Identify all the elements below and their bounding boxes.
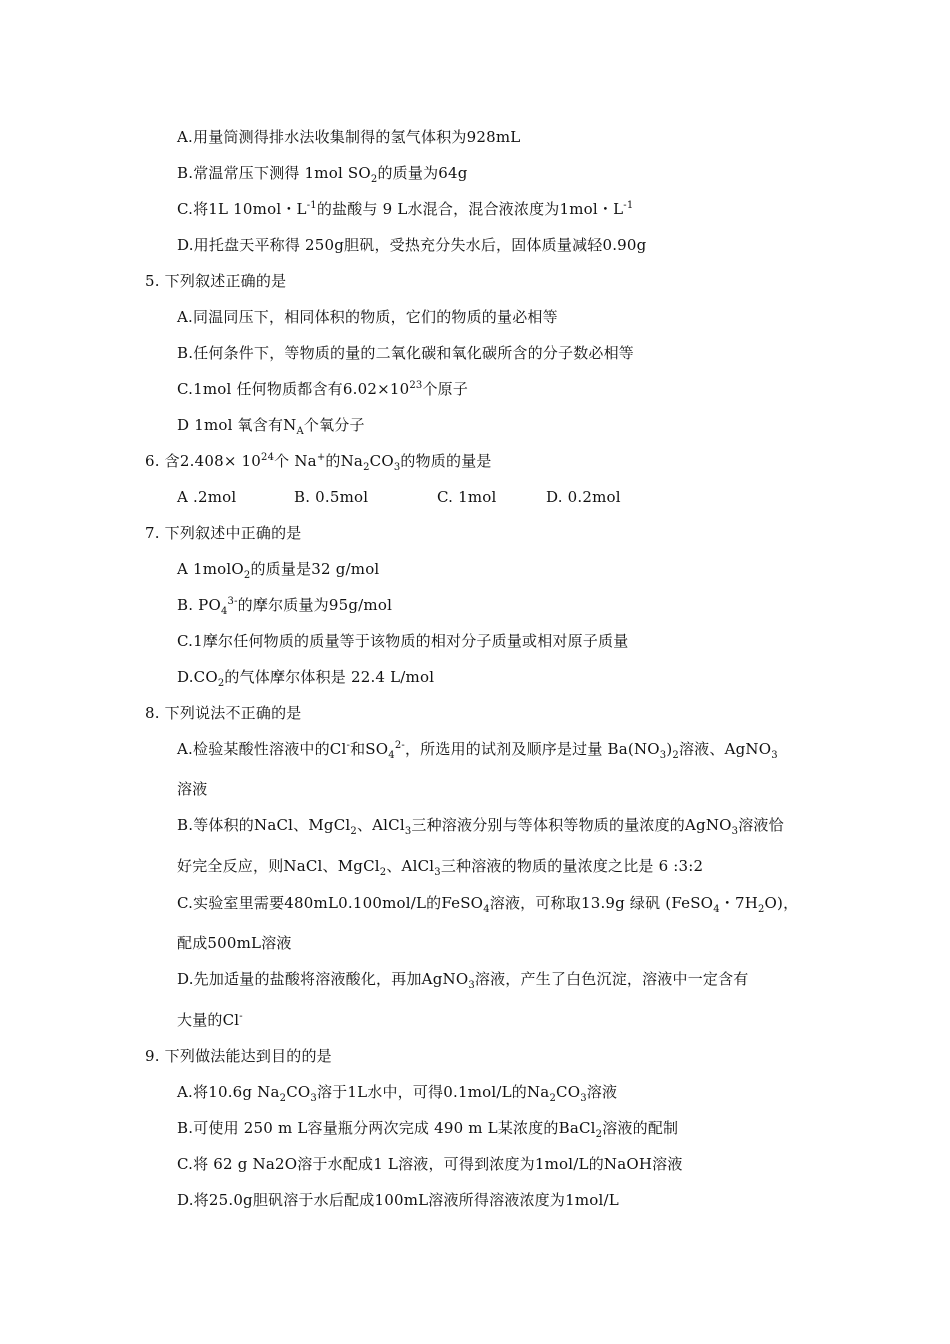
q8-option-a-line1: A.检验某酸性溶液中的Cl-和$SO_4^{2-}$，所选用的试剂及顺序是过量 $Ba(NO_3)_2$溶液、AgNO$_3$: [177, 740, 778, 761]
q7-option-c: C.1摩尔任何物质的质量等于该物质的相对分子质量或相对原子质量: [177, 632, 629, 650]
q6-option-b: B. 0.5mol: [294, 488, 369, 506]
q9-option-b: B.可使用 250 m L容量瓶分两次完成 490 m L某浓度的BaCl$_2$溶液的配制: [177, 1119, 679, 1140]
q4-option-c: C.将1L 10mol・$L^{-1}$的盐酸与 9 L水混合，混合液浓度为1mol・$L^{-1}$: [177, 200, 634, 218]
q6-option-a: A .2mol: [177, 488, 237, 506]
q7-option-d: $D.CO_2$的气体摩尔体积是 22.4 L/mol: [177, 668, 435, 689]
q6-option-d: D. 0.2mol: [546, 488, 621, 506]
q9-option-a: A.将10.6g $Na_2CO_3$溶于1L水中，可得0.1mol/L的$Na_2CO_3$溶液: [177, 1083, 618, 1104]
q8-option-d-line2: 大量的Cl-: [177, 1011, 243, 1029]
q9-option-d: D.将25.0g胆矾溶于水后配成100mL溶液所得溶液浓度为1mol/L: [177, 1191, 619, 1209]
q7-option-a: A 1molO$_2$的质量是32 g/mol: [177, 560, 380, 581]
q7-option-b: B. $PO_4^{3-}$的摩尔质量为95g/mol: [177, 596, 393, 617]
q8-option-c-line1: C.实验室里需要480mL0.100mol/L的FeSO$_4$溶液，可称取13.9g 绿矾 (FeSO$_4$・$7H_2O$)，: [177, 894, 799, 915]
q8-option-c-line2: 配成500mL溶液: [177, 934, 292, 952]
q9-option-c: C.将 62 g Na2O溶于水配成1 L溶液，可得到浓度为1mol/L的NaOH溶液: [177, 1155, 683, 1173]
q7-stem: 7. 下列叙述中正确的是: [145, 524, 302, 542]
q6-option-c: C. 1mol: [437, 488, 497, 506]
q5-option-a: A.同温同压下，相同体积的物质，它们的物质的量必相等: [177, 308, 558, 326]
q8-stem: 8. 下列说法不正确的是: [145, 704, 302, 722]
q5-stem: 5. 下列叙述正确的是: [145, 272, 287, 290]
q5-option-d: D 1mol 氧含有$N_A$个氧分子: [177, 416, 365, 437]
q4-option-b: B.常温常压下测得 1mol $SO_2$的质量为64g: [177, 164, 468, 185]
q8-option-b-line2: 好完全反应，则NaCl、MgCl$_2$、AlCl$_3$三种溶液的物质的量浓度之比是 6 :3:2: [177, 857, 704, 878]
q9-stem: 9. 下列做法能达到目的的是: [145, 1047, 332, 1065]
q6-stem: 6. 含$2.408\times 10^{24}$个 Na+的$Na_2CO_3$的物质的量是: [145, 452, 492, 473]
q8-option-a-line2: 溶液: [177, 780, 208, 798]
q5-option-b: B.任何条件下，等物质的量的二氧化碳和氧化碳所含的分子数必相等: [177, 344, 634, 362]
q8-option-d-line1: D.先加适量的盐酸将溶液酸化，再加AgNO$_3$溶液，产生了白色沉淀，溶液中一定含有: [177, 970, 749, 991]
q4-option-d: D.用托盘天平称得 250g胆矾，受热充分失水后，固体质量减轻0.90g: [177, 236, 647, 254]
q8-option-b-line1: B.等体积的NaCl、MgCl$_2$、AlCl$_3$三种溶液分别与等体积等物质的量浓度的AgNO$_3$溶液恰: [177, 816, 784, 837]
q4-option-a: A.用量筒测得排水法收集制得的氢气体积为928mL: [177, 128, 521, 146]
q5-option-c: C.1mol 任何物质都含有$6.02\times 10^{23}$个原子: [177, 380, 469, 398]
